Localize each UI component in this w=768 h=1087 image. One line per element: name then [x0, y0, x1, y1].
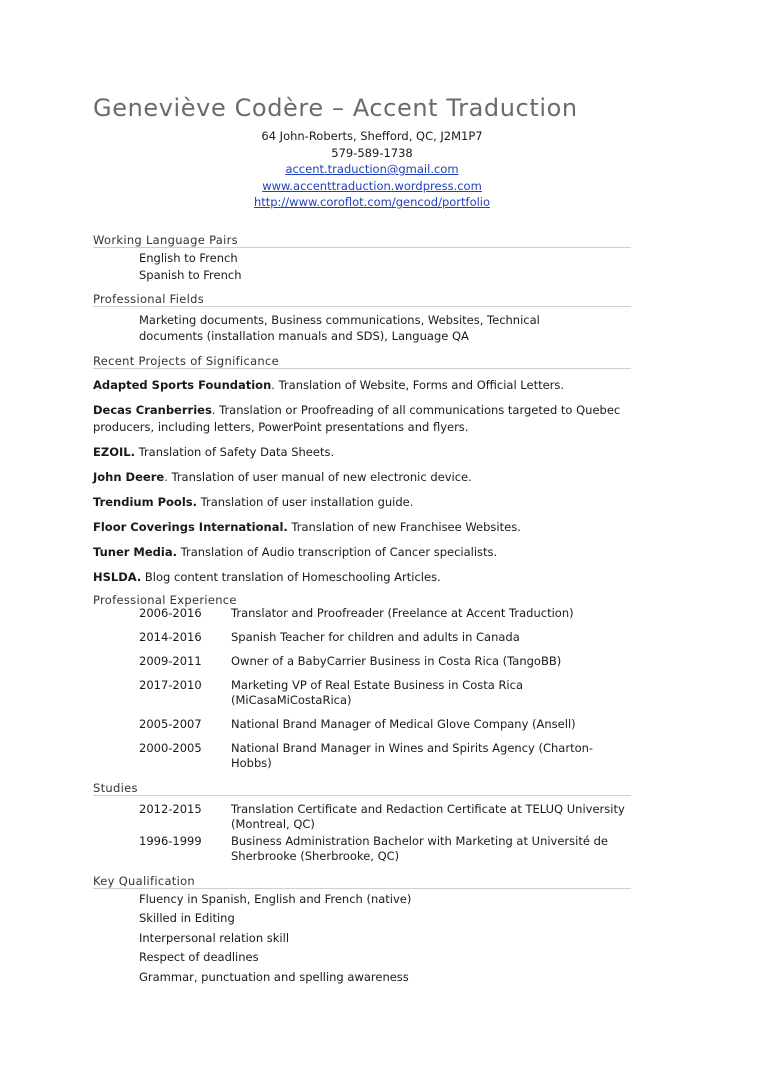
experience-list: [93, 606, 631, 771]
project-item: Tuner Media. Translation of Audio transcription of Cancer specialists.: [93, 544, 498, 559]
studies-list: [93, 802, 631, 864]
experience-row: 2014-2016 Spanish Teacher for children and adults in Canada: [139, 629, 520, 644]
section-professional-experience: Professional Experience: [93, 592, 237, 607]
list-item: Interpersonal relation skill: [139, 930, 290, 945]
experience-row: 2005-2007 National Brand Manager of Medical Glove Company (Ansell): [139, 716, 576, 731]
phone: 579-589-1738: [331, 145, 413, 160]
section-professional-fields: Professional Fields: [93, 288, 631, 307]
experience-row: 2006-2016 Translator and Proofreader (Freelance at Accent Traduction): [139, 605, 574, 620]
website-link[interactable]: www.accenttraduction.wordpress.com: [262, 178, 482, 193]
email-link[interactable]: accent.traduction@gmail.com: [285, 162, 459, 176]
project-item: HSLDA. Blog content translation of Homeschooling Articles.: [93, 569, 441, 584]
qualifications-list: [93, 890, 631, 988]
project-item: EZOIL. Translation of Safety Data Sheets.: [93, 444, 335, 459]
resume-page: [93, 94, 631, 987]
section-language-pairs: Working Language Pairs: [93, 229, 631, 248]
list-item: English to French: [139, 250, 238, 265]
list-item: Spanish to French: [139, 267, 242, 282]
experience-row: 2017-2010 Marketing VP of Real Estate Business in Costa Rica (MiCasaMiCostaRica): [139, 677, 523, 707]
list-item: Skilled in Editing: [139, 911, 235, 925]
contact-block: [113, 128, 631, 211]
project-item: Floor Coverings International. Translation of new Franchisee Websites.: [93, 519, 521, 534]
section-recent-projects: Recent Projects of Significance: [93, 350, 631, 369]
fields-line: documents (installation manuals and SDS), Language QA: [139, 328, 469, 343]
studies-row: 2012-2015 Translation Certificate and Redaction Certificate at TELUQ University (Montreal, QC): [139, 801, 625, 831]
experience-row: 2000-2005 National Brand Manager in Wines and Spirits Agency (Charton-Hobbs): [139, 740, 594, 770]
list-item: Grammar, punctuation and spelling awareness: [139, 969, 409, 984]
project-item: John Deere. Translation of user manual of new electronic device.: [93, 469, 472, 484]
fields-line: Marketing documents, Business communications, Websites, Technical: [139, 312, 540, 327]
projects-list: [93, 377, 631, 586]
section-key-qualification: Key Qualification: [93, 870, 631, 889]
list-item: Fluency in Spanish, English and French (native): [139, 891, 412, 906]
experience-row: 2009-2011 Owner of a BabyCarrier Business in Costa Rica (TangoBB): [139, 653, 562, 668]
project-item: Trendium Pools. Translation of user installation guide.: [93, 494, 414, 509]
address: 64 John-Roberts, Shefford, QC, J2M1P7: [261, 129, 483, 143]
page-title: Geneviève Codère – Accent Traduction: [93, 94, 578, 122]
project-item: Decas Cranberries. Translation or Proofreading of all communications targeted to Quebec producers, including letters, PowerPoint presentations and flyers.: [93, 402, 621, 434]
section-studies: Studies: [93, 777, 631, 796]
project-item: Adapted Sports Foundation. Translation of Website, Forms and Official Letters.: [93, 377, 565, 392]
list-item: Respect of deadlines: [139, 950, 259, 964]
portfolio-link[interactable]: http://www.coroflot.com/gencod/portfolio: [253, 195, 491, 209]
studies-row: 1996-1999 Business Administration Bachelor with Marketing at Université de Sherbrooke (Sherbrooke, QC): [139, 833, 608, 863]
